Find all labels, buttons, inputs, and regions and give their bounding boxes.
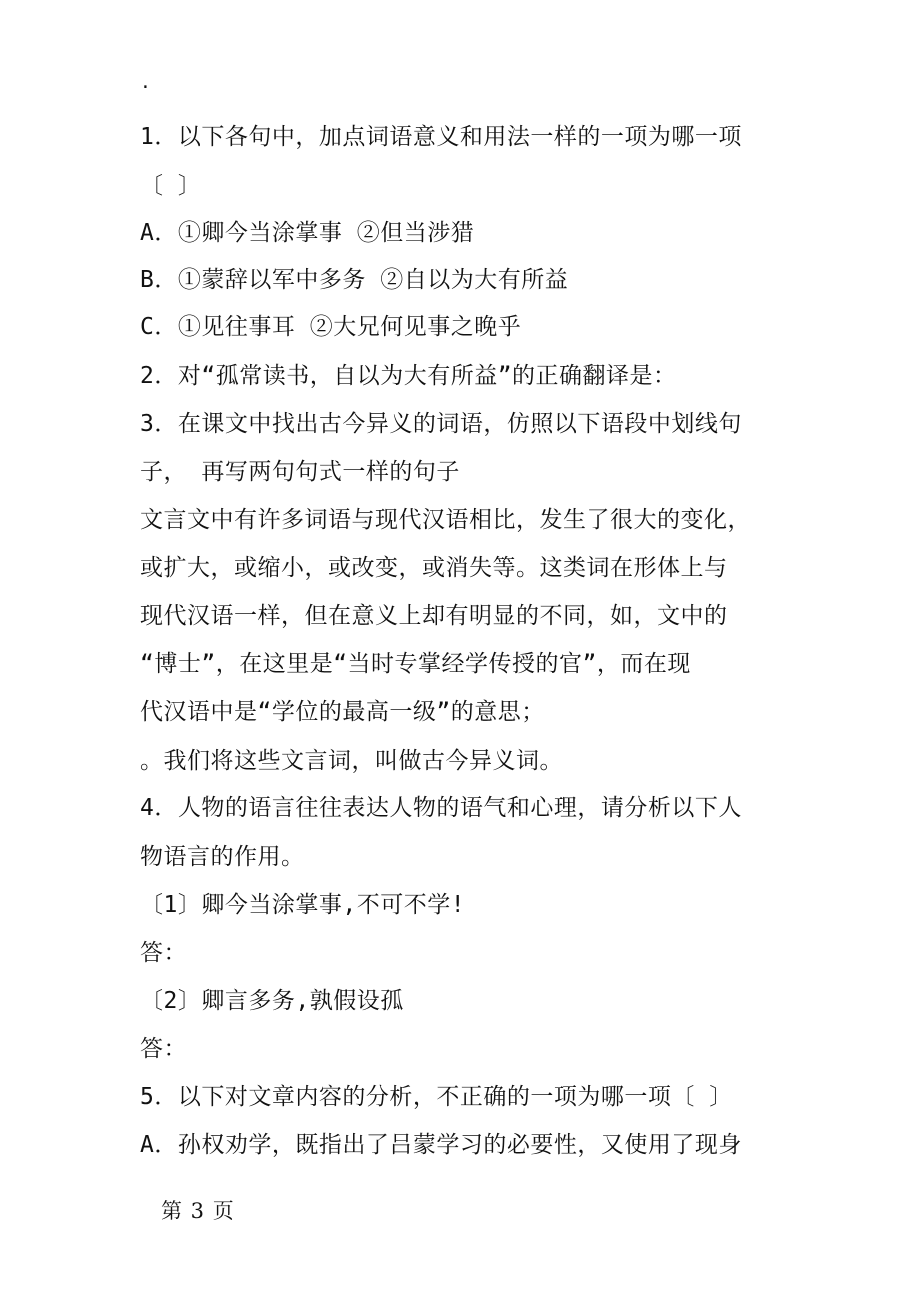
question-4-line-2: 物语言的作用。 — [140, 844, 305, 870]
question-3-line-1: 3．在课文中找出古今异义的词语，仿照以下语段中划线句 — [140, 411, 742, 437]
option-c-line: C．①见往事耳 ②大兄何见事之晚乎 — [140, 314, 522, 340]
passage-line-6: 。我们将这些文言词，叫做古今异义词。 — [140, 748, 563, 774]
page-marker: . — [140, 72, 151, 93]
question-3-line-2: 子， 再写两句句式一样的句子 — [140, 459, 460, 485]
passage-line-3: 现代汉语一样，但在意义上却有明显的不同，如，文中的 — [140, 603, 728, 629]
answer-label-1: 答： — [140, 940, 187, 966]
question-2-line: 2．对“孤常读书，自以为大有所益”的正确翻译是： — [140, 363, 677, 389]
option-a-line: A．①卿今当涂掌事 ②但当涉猎 — [140, 220, 475, 246]
page-number: 第 3 页 — [161, 1199, 235, 1223]
question-4-line-1: 4．人物的语言往往表达人物的语气和心理，请分析以下人 — [140, 795, 742, 821]
passage-line-2: 或扩大，或缩小，或改变，或消失等。这类词在形体上与 — [140, 555, 728, 581]
question-1-line-1: 1．以下各句中，加点词语意义和用法一样的一项为哪一项 — [140, 124, 742, 150]
passage-line-1: 文言文中有许多词语与现代汉语相比，发生了很大的变化， — [140, 507, 751, 533]
passage-line-5: 代汉语中是“学位的最高一级”的意思； — [140, 699, 545, 725]
sub-question-2: 〔2〕卿言多务,孰假设孤 — [140, 988, 404, 1014]
sub-question-1: 〔1〕卿今当涂掌事,不可不学! — [140, 892, 466, 918]
passage-line-4: “博士”，在这里是“当时专掌经学传授的官”，而在现 — [140, 651, 691, 677]
answer-label-2: 答： — [140, 1036, 187, 1062]
question-5-line: 5．以下对文章内容的分析，不正确的一项为哪一项〔 〕 — [140, 1084, 733, 1110]
option-b-line: B．①蒙辞以军中多务 ②自以为大有所益 — [140, 267, 569, 293]
question-1-bracket: 〔 〕 — [140, 173, 202, 199]
question-5-option-a: A．孙权劝学，既指出了吕蒙学习的必要性，又使用了现身 — [140, 1132, 742, 1158]
